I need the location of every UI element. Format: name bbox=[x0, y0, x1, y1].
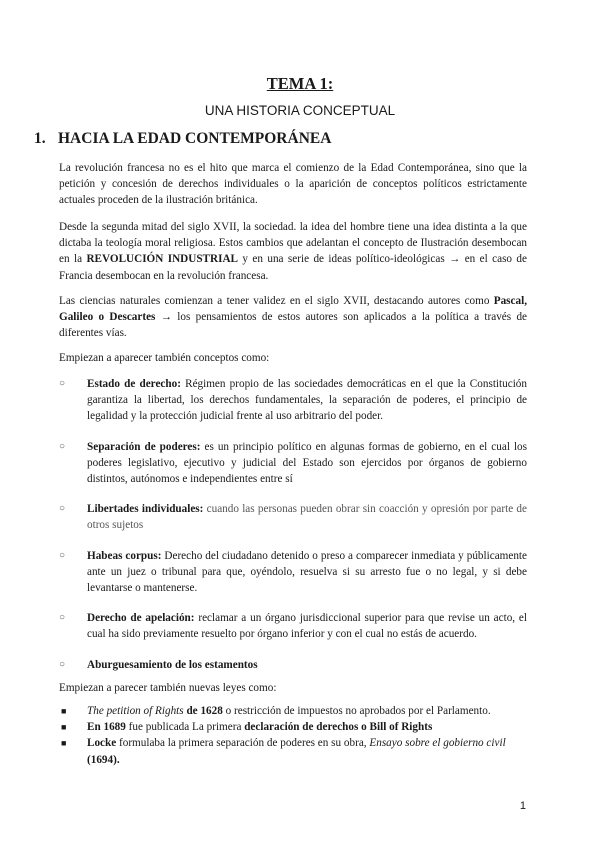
circle-bullet-icon: ○ bbox=[59, 549, 66, 561]
paragraph-1: La revolución francesa no es el hito que marca el comienzo de la Edad Contemporánea, sino que la petición y concesión de derechos individuales o la aparición de conceptos políticos estrictamente actuales proceden de la ilustración británica. bbox=[59, 162, 527, 207]
page-number: 1 bbox=[519, 800, 526, 812]
list-item bbox=[59, 703, 527, 719]
concept-desc: es un principio político en algunas formas de gobierno, en el cual los poderes legislativo, ejecutivo y judicial del Estado son ejercidos por órganos de gobierno distintos, autónomos e independientes entre sí bbox=[87, 440, 527, 486]
paragraph-5: Empiezan a parecer también nuevas leyes como: bbox=[59, 682, 277, 694]
law-title: declaración de derechos o Bill of Rights bbox=[244, 721, 433, 734]
concept-term: Estado de derecho: bbox=[87, 378, 181, 390]
concept-term: Libertades individuales: bbox=[87, 503, 204, 516]
concept-term: Aburguesamiento de los estamentos bbox=[87, 658, 258, 671]
concept-term: Habeas corpus: bbox=[87, 549, 162, 562]
list-item bbox=[59, 719, 527, 735]
square-bullet-icon: ■ bbox=[61, 738, 67, 749]
concept-term: Separación de poderes: bbox=[87, 440, 201, 453]
circle-bullet-icon: ○ bbox=[59, 503, 66, 515]
list-item bbox=[59, 735, 527, 767]
law-title: The petition of Rights bbox=[87, 705, 184, 717]
circle-bullet-icon: ○ bbox=[59, 378, 66, 389]
square-bullet-icon: ■ bbox=[61, 722, 67, 733]
law-author: Locke bbox=[87, 737, 117, 750]
concepts-list bbox=[59, 376, 527, 673]
law-desc: formulaba la primera separación de poderes en su obra, bbox=[116, 737, 370, 750]
paragraph-3-bold: Pascal, Galileo o Descartes bbox=[59, 295, 527, 324]
square-bullet-icon: ■ bbox=[61, 706, 67, 716]
law-year: de 1628 bbox=[183, 705, 223, 717]
list-item bbox=[59, 439, 527, 488]
laws-list bbox=[59, 703, 527, 768]
circle-bullet-icon: ○ bbox=[59, 612, 66, 624]
paragraph-3-text-a: Las ciencias naturales comienzan a tener validez en el siglo XVII, destacando autores como bbox=[59, 295, 494, 307]
law-desc: fue publicada La primera bbox=[125, 721, 245, 734]
concept-desc: reclamar a un órgano jurisdiccional superior para que revise un acto, el cual ha sido previamente resuelto por órgano inferior y con el cual no estás de acuerdo. bbox=[87, 612, 528, 641]
paragraph-2 bbox=[59, 219, 527, 284]
law-year: (1694). bbox=[87, 753, 120, 766]
concept-desc: cuando las personas pueden obrar sin coacción y opresión por parte de otros sujetos bbox=[87, 503, 527, 532]
paragraph-3 bbox=[59, 293, 527, 342]
law-title: Ensayo sobre el gobierno civil bbox=[369, 737, 506, 750]
paragraph-2-bold: REVOLUCIÓN INDUSTRIAL bbox=[86, 253, 238, 266]
list-item bbox=[59, 376, 527, 425]
concept-term: Derecho de apelación: bbox=[87, 612, 195, 625]
paragraph-3-text-c: → los pensamientos de estos autores son aplicados a la política a través de diferentes vías. bbox=[59, 311, 527, 340]
paragraph-2-text-a: Desde la segunda mitad del siglo XVII, la sociedad. la idea del hombre tiene una idea distinta a la que dictaba la teología moral religiosa. Estos cambios que adelantan el concepto de Ilustración desembocan en la bbox=[59, 221, 527, 266]
section-heading bbox=[34, 130, 331, 148]
law-desc: o restricción de impuestos no aprobados por el Parlamento. bbox=[222, 705, 491, 717]
paragraph-2-text-c: y en una serie de ideas político-ideológicas → en el caso de Francia desembocan en la revolución francesa. bbox=[59, 253, 527, 282]
law-year: En 1689 bbox=[87, 721, 126, 734]
section-number: 1. bbox=[34, 130, 46, 147]
paragraph-4: Empiezan a aparecer también conceptos como: bbox=[59, 352, 270, 364]
section-heading-text: HACIA LA EDAD CONTEMPORÁNEA bbox=[58, 130, 332, 147]
list-item bbox=[59, 501, 527, 533]
concept-desc: Derecho del ciudadano detenido o preso a comparecer inmediata y públicamente ante un juez o tribunal para que, oyéndolo, resuelva si su arresto fue o no legal, y si debe levantarse o mantenerse. bbox=[87, 549, 528, 595]
page-subtitle: UNA HISTORIA CONCEPTUAL bbox=[204, 103, 396, 118]
concept-desc: Régimen propio de las sociedades democráticas en el que la Constitución garantiza la libertad, los derechos fundamentales, la separación de poderes, el principio de legalidad y la protección judicial frente al uso arbitrario del poder. bbox=[87, 378, 527, 423]
page-title: TEMA 1: bbox=[266, 74, 334, 93]
circle-bullet-icon: ○ bbox=[59, 440, 66, 452]
list-item bbox=[59, 548, 527, 597]
circle-bullet-icon: ○ bbox=[59, 658, 66, 670]
list-item bbox=[59, 657, 527, 673]
list-item bbox=[59, 610, 527, 642]
